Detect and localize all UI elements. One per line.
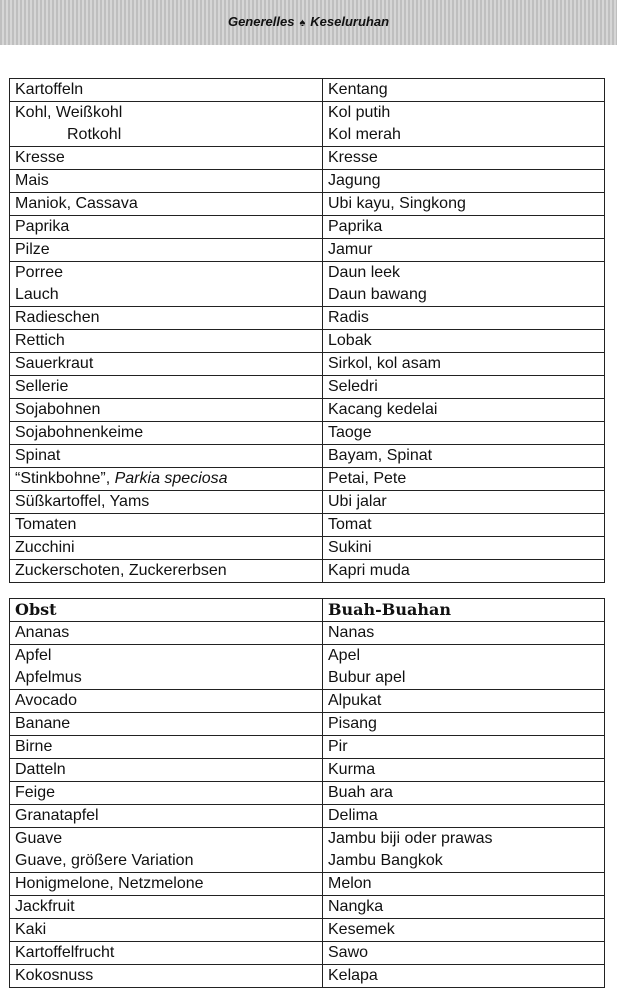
german-term-cell (10, 422, 323, 445)
indonesian-term-cell (323, 239, 605, 262)
german-term: Sauerkraut (15, 355, 94, 372)
indonesian-term: Kacang kedelai (328, 401, 438, 418)
german-term: Birne (15, 738, 53, 755)
indonesian-term-cell (323, 147, 605, 170)
indonesian-term: Lobak (328, 332, 372, 349)
indonesian-term: Jagung (328, 172, 381, 189)
indonesian-term-cell (323, 919, 605, 942)
german-term: Ananas (15, 624, 70, 641)
table-row (10, 170, 605, 193)
table-row (10, 919, 605, 942)
indonesian-term: Delima (328, 807, 378, 824)
german-term: Zucchini (15, 539, 75, 556)
indonesian-term-cell (323, 873, 605, 896)
german-term-cell (10, 622, 323, 645)
german-term-cell (10, 491, 323, 514)
header-right-text: Keseluruhan (310, 14, 390, 29)
table-row (10, 147, 605, 170)
header-left-text: Generelles (227, 14, 295, 29)
indonesian-term: Kol putih (328, 104, 391, 121)
german-term: Banane (15, 715, 71, 732)
indonesian-term-cell (323, 353, 605, 376)
table-row (10, 942, 605, 965)
german-term: Rettich (15, 332, 65, 349)
table-row (10, 736, 605, 759)
table-row (10, 102, 605, 147)
german-term-cell (10, 782, 323, 805)
indonesian-term-cell (323, 262, 605, 307)
indonesian-term: Bubur apel (328, 669, 406, 686)
german-term: Mais (15, 172, 49, 189)
german-term: Porree (15, 264, 64, 281)
german-term: Tomaten (15, 516, 77, 533)
german-term (15, 468, 322, 490)
table-row (10, 713, 605, 736)
german-term: Datteln (15, 761, 66, 778)
table-row (10, 645, 605, 690)
german-term-cell (10, 805, 323, 828)
indonesian-term: Paprika (328, 218, 383, 235)
indonesian-term-cell (323, 713, 605, 736)
german-term-text: “Stinkbohne”, (15, 470, 115, 487)
indonesian-term-cell (323, 622, 605, 645)
table-row (10, 873, 605, 896)
german-term-cell (10, 896, 323, 919)
german-term-cell (10, 942, 323, 965)
table-row (10, 560, 605, 583)
indonesian-term: Sawo (328, 944, 369, 961)
german-term-cell (10, 239, 323, 262)
indonesian-term: Bayam, Spinat (328, 447, 433, 464)
indonesian-term-cell (323, 307, 605, 330)
indonesian-term-cell (323, 79, 605, 102)
fruit-table (9, 598, 605, 988)
german-term: Pilze (15, 241, 50, 258)
german-term: Maniok, Cassava (15, 195, 138, 212)
indonesian-term: Petai, Pete (328, 470, 407, 487)
table-row (10, 468, 605, 491)
german-term: Jackfruit (15, 898, 75, 915)
german-term-cell (10, 713, 323, 736)
indonesian-term: Nangka (328, 898, 384, 915)
german-term: Radieschen (15, 309, 100, 326)
german-term: Guave (15, 830, 63, 847)
indonesian-term-cell (323, 828, 605, 873)
indonesian-term: Taoge (328, 424, 372, 441)
indonesian-term: Jambu biji oder prawas (328, 830, 493, 847)
german-term: Guave, größere Variation (15, 852, 194, 869)
indonesian-term: Tomat (328, 516, 372, 533)
german-term-cell (10, 560, 323, 583)
indonesian-term-cell (323, 330, 605, 353)
german-term: Rotkohl (67, 126, 122, 143)
german-term: Kaki (15, 921, 47, 938)
fruit-header-german: Obst (10, 599, 323, 622)
indonesian-term: Kelapa (328, 967, 378, 984)
german-term-cell (10, 690, 323, 713)
indonesian-term-cell (323, 537, 605, 560)
indonesian-term: Jamur (328, 241, 373, 258)
indonesian-term-cell (323, 896, 605, 919)
table-row (10, 193, 605, 216)
table-row (10, 79, 605, 102)
german-term-cell (10, 537, 323, 560)
german-term: Sellerie (15, 378, 69, 395)
indonesian-term: Buah ara (328, 784, 393, 801)
german-term-cell (10, 468, 323, 491)
indonesian-term: Kapri muda (328, 562, 410, 579)
indonesian-term: Kentang (328, 81, 388, 98)
german-term-cell (10, 399, 323, 422)
german-term: Kartoffelfrucht (15, 944, 115, 961)
vegetables-table (9, 78, 605, 583)
german-term: Avocado (15, 692, 77, 709)
german-term: Kresse (15, 149, 65, 166)
german-term: Kokosnuss (15, 967, 94, 984)
indonesian-term-cell (323, 942, 605, 965)
indonesian-term-cell (323, 399, 605, 422)
indonesian-term: Daun bawang (328, 286, 427, 303)
table-row (10, 965, 605, 988)
indonesian-term-cell (323, 422, 605, 445)
indonesian-term: Melon (328, 875, 372, 892)
table-row (10, 422, 605, 445)
table-row (10, 537, 605, 560)
german-term-cell (10, 445, 323, 468)
german-term-cell (10, 353, 323, 376)
indonesian-term: Seledri (328, 378, 378, 395)
table-row (10, 514, 605, 537)
indonesian-term: Apel (328, 647, 361, 664)
table-row (10, 330, 605, 353)
indonesian-term: Alpukat (328, 692, 382, 709)
german-term-cell (10, 965, 323, 988)
german-term-cell (10, 376, 323, 399)
german-term-italic: Parkia speciosa (114, 470, 228, 487)
indonesian-term: Daun leek (328, 264, 401, 281)
page-header-title (0, 14, 617, 29)
german-term: Zuckerschoten, Zuckererbsen (15, 562, 227, 579)
table-row (10, 445, 605, 468)
german-term-cell (10, 216, 323, 239)
indonesian-term: Ubi jalar (328, 493, 387, 510)
german-term-cell (10, 645, 323, 690)
table-row (10, 307, 605, 330)
german-term: Spinat (15, 447, 61, 464)
indonesian-term-cell (323, 216, 605, 239)
german-term: Kartoffeln (15, 81, 84, 98)
german-term: Apfel (15, 647, 52, 664)
table-row (10, 782, 605, 805)
german-term-cell (10, 828, 323, 873)
german-term-cell (10, 147, 323, 170)
german-term: Kohl, Weißkohl (15, 104, 123, 121)
indonesian-term-cell (323, 759, 605, 782)
spade-icon: ♠ (299, 17, 306, 29)
table-row (10, 690, 605, 713)
indonesian-term-cell (323, 805, 605, 828)
german-term: Granatapfel (15, 807, 99, 824)
table-row (10, 353, 605, 376)
indonesian-term-cell (323, 491, 605, 514)
german-term-cell (10, 262, 323, 307)
indonesian-term-cell (323, 514, 605, 537)
indonesian-term-cell (323, 445, 605, 468)
table-row (10, 759, 605, 782)
indonesian-term-cell (323, 736, 605, 759)
indonesian-term-cell (323, 690, 605, 713)
table-row (10, 239, 605, 262)
table-row (10, 376, 605, 399)
indonesian-term-cell (323, 102, 605, 147)
indonesian-term: Pir (328, 738, 348, 755)
table-row (10, 399, 605, 422)
german-term: Süßkartoffel, Yams (15, 493, 150, 510)
indonesian-term-cell (323, 170, 605, 193)
german-term-cell (10, 307, 323, 330)
german-term-cell (10, 102, 323, 147)
table-row (10, 491, 605, 514)
indonesian-term: Radis (328, 309, 369, 326)
german-term: Sojabohnen (15, 401, 101, 418)
table-row (10, 622, 605, 645)
indonesian-term: Kresse (328, 149, 378, 166)
german-term-cell (10, 330, 323, 353)
indonesian-term-cell (323, 645, 605, 690)
indonesian-term: Ubi kayu, Singkong (328, 195, 466, 212)
german-term-cell (10, 873, 323, 896)
german-term: Paprika (15, 218, 70, 235)
german-term-cell (10, 919, 323, 942)
indonesian-term: Nanas (328, 624, 375, 641)
table-row (10, 805, 605, 828)
fruit-table-header-row (10, 599, 605, 622)
german-term-cell (10, 759, 323, 782)
german-term-cell (10, 514, 323, 537)
german-term-cell (10, 736, 323, 759)
german-term: Sojabohnenkeime (15, 424, 144, 441)
indonesian-term-cell (323, 560, 605, 583)
indonesian-term: Pisang (328, 715, 377, 732)
indonesian-term: Jambu Bangkok (328, 852, 443, 869)
indonesian-term-cell (323, 468, 605, 491)
german-term-cell (10, 79, 323, 102)
german-term: Feige (15, 784, 56, 801)
table-row (10, 262, 605, 307)
table-row (10, 896, 605, 919)
fruit-header-indonesian: Buah-Buahan (323, 599, 605, 622)
indonesian-term-cell (323, 965, 605, 988)
table-row (10, 216, 605, 239)
german-term-cell (10, 170, 323, 193)
german-term: Lauch (15, 286, 59, 303)
indonesian-term: Kesemek (328, 921, 395, 938)
indonesian-term-cell (323, 193, 605, 216)
indonesian-term: Kol merah (328, 126, 401, 143)
german-term: Honigmelone, Netzmelone (15, 875, 204, 892)
indonesian-term-cell (323, 782, 605, 805)
indonesian-term: Kurma (328, 761, 376, 778)
indonesian-term-cell (323, 376, 605, 399)
indonesian-term: Sukini (328, 539, 372, 556)
table-row (10, 828, 605, 873)
indonesian-term: Sirkol, kol asam (328, 355, 441, 372)
german-term: Apfelmus (15, 669, 82, 686)
german-term-cell (10, 193, 323, 216)
